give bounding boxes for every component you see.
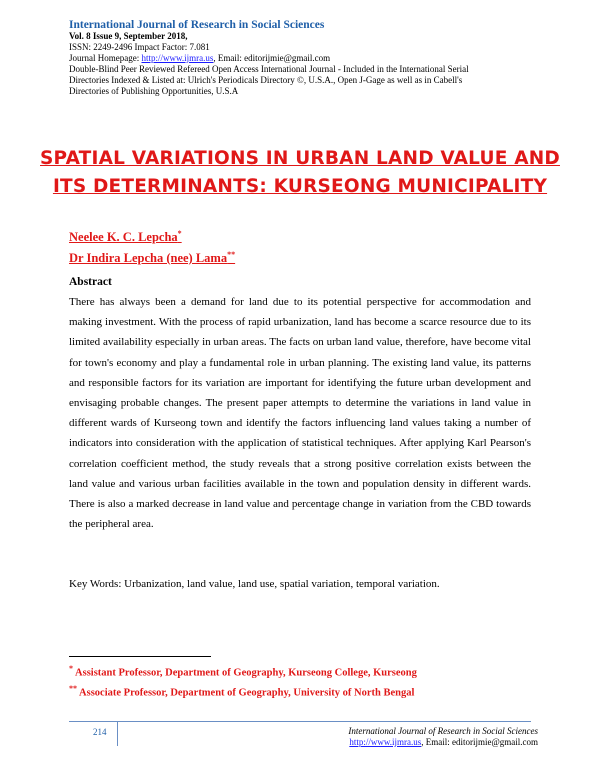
author-2 [69, 250, 235, 266]
indexing-line-2: Directories Indexed & Listed at: Ulrich's Periodicals Directory ©, U.S.A., Open J-Gage as well as in Cabell's [69, 75, 463, 85]
title-line-2: ITS DETERMINANTS: KURSEONG MUNICIPALITY [52, 176, 548, 197]
homepage-line [69, 53, 539, 64]
homepage-prefix: Journal Homepage: [69, 53, 142, 63]
footnote-divider [69, 656, 211, 657]
abstract-heading: Abstract [69, 276, 112, 288]
author-1-mark: * [177, 229, 182, 238]
footnote-2 [69, 684, 414, 699]
abstract-body: There has always been a demand for land due to its potential perspective for accommodation and making investment. With the process of rapid urbanization, land has become a scarce resource due to its limited availability especially in urban areas. The facts on urban land value, therefore, have become vital for town's economy and play a fundamental role in urban planning. The existing land value, its patterns and responsible factors for its variation are important for identifying the future urban development and envisaging probable changes. The present paper attempts to determine the variations in land value in different wards of Kurseong town and identify the factors influencing land values taking a number of indicators into consideration with the application of statistical techniques. After applying Karl Pearson's correlation coefficient method, the study reveals that a strong positive correlation exists between the land value and various urban facilities available in the town and population density in different wards. There is also a marked decrease in land value and percentage change in variation from the CBD towards the peripheral area. [69, 296, 531, 531]
volume-issue: Vol. 8 Issue 9, September 2018, [69, 31, 188, 41]
journal-header [69, 20, 539, 97]
issn-line: ISSN: 2249-2496 Impact Factor: 7.081 [69, 42, 210, 52]
footnote-1-text: Assistant Professor, Department of Geography, Kurseong College, Kurseong [75, 667, 417, 679]
indexing-line-3: Directories of Publishing Opportunities, U.S.A [69, 86, 239, 96]
author-1 [69, 229, 182, 245]
author-2-mark: ** [227, 250, 236, 259]
homepage-link[interactable]: http://www.ijmra.us [141, 53, 214, 63]
footer-journal-name: International Journal of Research in Social Sciences [348, 726, 538, 736]
footer-link[interactable]: http://www.ijmra.us [349, 737, 422, 747]
page-number: 214 [93, 727, 107, 737]
footnote-2-text: Associate Professor, Department of Geography, University of North Bengal [79, 687, 415, 699]
footnote-1 [69, 664, 417, 679]
footer-info [348, 726, 538, 748]
author-1-name: Neelee K. C. Lepcha [69, 230, 178, 245]
footer-contact [348, 737, 538, 748]
journal-name: International Journal of Research in Social Sciences [69, 19, 325, 31]
author-2-name: Dr Indira Lepcha (nee) Lama [69, 251, 228, 266]
footer-email: , Email: editorijmie@gmail.com [421, 737, 538, 747]
paper-title [40, 145, 560, 201]
footer-page-separator [117, 721, 118, 746]
title-line-1: SPATIAL VARIATIONS IN URBAN LAND VALUE AND [40, 148, 560, 169]
footer-divider [69, 721, 531, 722]
footnote-1-mark: * [69, 664, 73, 673]
indexing-line-1: Double-Blind Peer Reviewed Refereed Open Access International Journal - Included in the International Serial [69, 64, 469, 74]
footnote-2-mark: ** [69, 684, 77, 693]
keywords: Key Words: Urbanization, land value, land use, spatial variation, temporal variation. [69, 578, 440, 590]
header-email: , Email: editorijmie@gmail.com [213, 53, 331, 63]
